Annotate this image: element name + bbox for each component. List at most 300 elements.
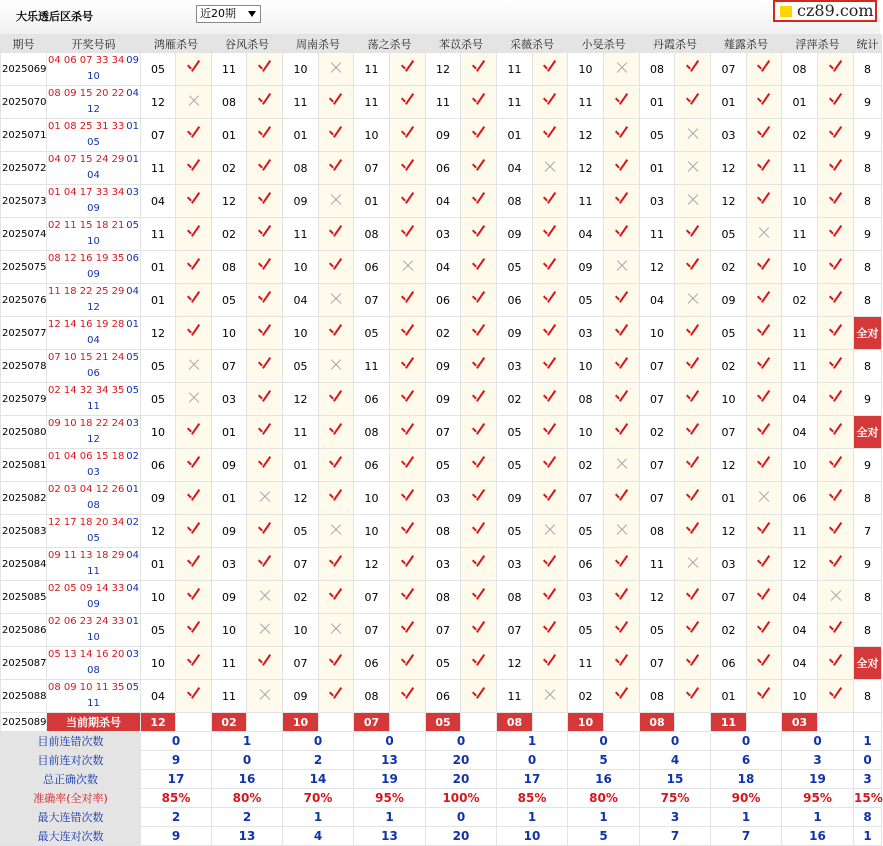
back-number: 08 xyxy=(87,665,100,676)
result-mark xyxy=(247,581,283,614)
header-expert: 小旻杀号 xyxy=(568,35,640,53)
check-icon xyxy=(402,327,414,337)
front-numbers: 04 07 15 24 29 xyxy=(48,154,125,165)
kill-number: 12 xyxy=(141,86,176,119)
chevron-down-icon xyxy=(248,11,256,17)
kill-number: 10 xyxy=(212,614,247,647)
table-row xyxy=(1,449,882,482)
draw-numbers xyxy=(47,515,141,548)
result-mark xyxy=(533,185,568,218)
kill-number: 04 xyxy=(782,581,818,614)
result-mark xyxy=(176,647,212,680)
kill-number: 01 xyxy=(283,449,319,482)
result-mark xyxy=(675,680,711,713)
check-icon xyxy=(402,690,414,700)
period-id: 2025085 xyxy=(1,581,47,614)
kill-number: 09 xyxy=(497,317,533,350)
kill-number: 11 xyxy=(640,218,675,251)
result-mark xyxy=(247,119,283,152)
summary-value: 13 xyxy=(212,827,283,846)
kill-number: 10 xyxy=(283,53,319,86)
cross-icon xyxy=(687,128,699,140)
result-mark xyxy=(247,449,283,482)
check-icon xyxy=(687,657,699,667)
result-mark xyxy=(675,416,711,449)
front-numbers: 02 05 09 14 33 xyxy=(48,583,125,594)
back-number: 05 xyxy=(126,682,139,693)
check-icon xyxy=(616,327,628,337)
result-mark xyxy=(319,185,354,218)
result-mark xyxy=(747,482,782,515)
header-expert: 谷风杀号 xyxy=(212,35,283,53)
kill-number: 10 xyxy=(640,317,675,350)
kill-number: 05 xyxy=(426,647,461,680)
result-mark xyxy=(818,614,854,647)
check-icon xyxy=(473,426,485,436)
row-stat: 8 xyxy=(854,251,882,284)
check-icon xyxy=(188,228,200,238)
draw-numbers xyxy=(47,548,141,581)
check-icon xyxy=(188,591,200,601)
check-icon xyxy=(687,459,699,469)
draw-numbers xyxy=(47,86,141,119)
front-numbers: 08 09 10 11 35 xyxy=(48,682,125,693)
summary-value: 0 xyxy=(782,732,854,751)
result-mark xyxy=(604,218,640,251)
kill-number: 04 xyxy=(568,218,604,251)
kill-number: 11 xyxy=(141,152,176,185)
current-kill-number: 03 xyxy=(782,713,818,732)
kill-number: 03 xyxy=(497,350,533,383)
kill-number: 11 xyxy=(782,317,818,350)
kill-number: 11 xyxy=(782,152,818,185)
draw-numbers xyxy=(47,680,141,713)
period-id: 2025082 xyxy=(1,482,47,515)
draw-numbers xyxy=(47,449,141,482)
kill-number: 06 xyxy=(141,449,176,482)
result-mark xyxy=(675,383,711,416)
period-id: 2025087 xyxy=(1,647,47,680)
check-icon xyxy=(259,393,271,403)
table-row xyxy=(1,152,882,185)
result-mark xyxy=(818,53,854,86)
result-mark xyxy=(461,251,497,284)
result-mark xyxy=(533,548,568,581)
period-id: 2025084 xyxy=(1,548,47,581)
result-mark xyxy=(247,53,283,86)
check-icon xyxy=(758,294,770,304)
kill-number: 06 xyxy=(426,680,461,713)
kill-number: 07 xyxy=(354,152,390,185)
result-mark xyxy=(461,614,497,647)
result-mark xyxy=(461,515,497,548)
result-mark xyxy=(176,119,212,152)
result-mark xyxy=(247,482,283,515)
kill-number: 05 xyxy=(711,317,747,350)
result-mark xyxy=(818,350,854,383)
table-row xyxy=(1,53,882,86)
check-icon xyxy=(616,690,628,700)
kill-number: 02 xyxy=(711,350,747,383)
result-mark xyxy=(247,515,283,548)
check-icon xyxy=(616,426,628,436)
summary-row xyxy=(1,789,882,808)
summary-value: 0 xyxy=(711,732,782,751)
kill-number: 10 xyxy=(283,614,319,647)
back-number: 03 xyxy=(126,649,139,660)
check-icon xyxy=(188,492,200,502)
result-mark xyxy=(533,218,568,251)
check-icon xyxy=(758,162,770,172)
cross-icon xyxy=(330,359,342,371)
kill-number: 03 xyxy=(711,548,747,581)
result-mark xyxy=(461,647,497,680)
result-mark xyxy=(247,185,283,218)
site-logo[interactable] xyxy=(773,0,877,22)
back-number: 01 xyxy=(126,319,139,330)
kill-number: 02 xyxy=(568,680,604,713)
check-icon xyxy=(188,129,200,139)
kill-number: 04 xyxy=(782,614,818,647)
period-select[interactable] xyxy=(196,5,261,23)
period-select-value: 近20期 xyxy=(200,7,236,20)
back-number: 09 xyxy=(87,599,100,610)
result-mark xyxy=(533,482,568,515)
check-icon xyxy=(402,129,414,139)
check-icon xyxy=(473,360,485,370)
summary-value: 95% xyxy=(354,789,426,808)
kill-number: 05 xyxy=(568,515,604,548)
result-mark xyxy=(176,284,212,317)
table-row xyxy=(1,581,882,614)
check-icon xyxy=(616,393,628,403)
back-number: 12 xyxy=(87,434,100,445)
check-icon xyxy=(687,591,699,601)
result-mark xyxy=(533,614,568,647)
cross-icon xyxy=(758,227,770,239)
kill-number: 02 xyxy=(568,449,604,482)
table-row xyxy=(1,350,882,383)
check-icon xyxy=(758,96,770,106)
summary-value: 1 xyxy=(711,808,782,827)
table-row xyxy=(1,284,882,317)
kill-number: 08 xyxy=(497,185,533,218)
kill-number: 08 xyxy=(212,251,247,284)
current-kill-row xyxy=(1,713,882,732)
result-mark xyxy=(533,119,568,152)
header-period: 期号 xyxy=(1,35,47,53)
kill-number: 03 xyxy=(426,482,461,515)
result-mark xyxy=(176,317,212,350)
cross-icon xyxy=(188,392,200,404)
kill-number: 11 xyxy=(283,218,319,251)
back-number: 02 xyxy=(126,517,139,528)
result-mark xyxy=(390,515,426,548)
period-id: 2025074 xyxy=(1,218,47,251)
summary-value: 7 xyxy=(640,827,711,846)
check-icon xyxy=(402,558,414,568)
row-stat: 全对 xyxy=(854,317,882,350)
check-icon xyxy=(188,657,200,667)
kill-number: 02 xyxy=(640,416,675,449)
result-mark xyxy=(604,449,640,482)
kill-number: 01 xyxy=(141,251,176,284)
check-icon xyxy=(473,195,485,205)
result-mark xyxy=(247,647,283,680)
check-icon xyxy=(330,393,342,403)
check-icon xyxy=(758,558,770,568)
check-icon xyxy=(259,63,271,73)
result-mark xyxy=(604,350,640,383)
result-mark xyxy=(176,251,212,284)
back-number: 12 xyxy=(87,302,100,313)
check-icon xyxy=(259,294,271,304)
kill-number: 08 xyxy=(283,152,319,185)
check-icon xyxy=(830,393,842,403)
check-icon xyxy=(758,393,770,403)
logo-square-icon xyxy=(780,6,792,17)
row-stat: 8 xyxy=(854,185,882,218)
check-icon xyxy=(544,459,556,469)
result-mark xyxy=(319,317,354,350)
check-icon xyxy=(188,459,200,469)
check-icon xyxy=(402,624,414,634)
check-icon xyxy=(259,327,271,337)
check-icon xyxy=(687,393,699,403)
draw-numbers xyxy=(47,119,141,152)
result-mark xyxy=(604,317,640,350)
cross-icon xyxy=(616,458,628,470)
result-mark xyxy=(533,581,568,614)
kill-number: 08 xyxy=(640,515,675,548)
back-number: 09 xyxy=(87,269,100,280)
result-mark xyxy=(176,515,212,548)
kill-number: 07 xyxy=(354,284,390,317)
kill-number: 07 xyxy=(426,614,461,647)
header-expert: 丹霞杀号 xyxy=(640,35,711,53)
back-number: 12 xyxy=(87,104,100,115)
table-row xyxy=(1,416,882,449)
kill-number: 12 xyxy=(711,185,747,218)
result-mark xyxy=(461,548,497,581)
kill-number: 04 xyxy=(283,284,319,317)
kill-number: 10 xyxy=(782,185,818,218)
summary-value: 3 xyxy=(854,770,882,789)
current-kill-number: 12 xyxy=(141,713,176,732)
check-icon xyxy=(687,96,699,106)
summary-value: 1 xyxy=(854,827,882,846)
current-kill-number: 10 xyxy=(283,713,319,732)
result-mark xyxy=(818,482,854,515)
draw-numbers xyxy=(47,53,141,86)
back-number: 09 xyxy=(126,55,139,66)
result-mark xyxy=(747,53,782,86)
result-mark xyxy=(319,86,354,119)
kill-number: 01 xyxy=(141,548,176,581)
kill-number: 10 xyxy=(283,317,319,350)
draw-numbers xyxy=(47,218,141,251)
summary-value: 80% xyxy=(212,789,283,808)
kill-number: 08 xyxy=(426,581,461,614)
kill-number: 05 xyxy=(568,284,604,317)
draw-numbers xyxy=(47,614,141,647)
check-icon xyxy=(188,261,200,271)
summary-value: 0 xyxy=(568,732,640,751)
check-icon xyxy=(830,426,842,436)
kill-number: 11 xyxy=(568,86,604,119)
result-mark xyxy=(747,614,782,647)
check-icon xyxy=(259,525,271,535)
check-icon xyxy=(473,393,485,403)
kill-number: 02 xyxy=(782,284,818,317)
kill-number: 11 xyxy=(212,647,247,680)
kill-number: 11 xyxy=(782,350,818,383)
result-mark xyxy=(390,317,426,350)
check-icon xyxy=(544,63,556,73)
kill-number: 01 xyxy=(640,86,675,119)
kill-number: 09 xyxy=(212,515,247,548)
period-id: 2025086 xyxy=(1,614,47,647)
kill-number: 05 xyxy=(497,515,533,548)
kill-number: 05 xyxy=(283,350,319,383)
header-expert: 浮萍杀号 xyxy=(782,35,854,53)
summary-value: 1 xyxy=(497,732,568,751)
check-icon xyxy=(687,327,699,337)
kill-number: 05 xyxy=(568,614,604,647)
result-mark xyxy=(604,614,640,647)
kill-number: 09 xyxy=(426,350,461,383)
result-mark xyxy=(461,449,497,482)
result-mark xyxy=(461,86,497,119)
summary-value: 3 xyxy=(640,808,711,827)
summary-row xyxy=(1,827,882,846)
back-number: 04 xyxy=(126,583,139,594)
kill-number-table xyxy=(0,34,882,846)
check-icon xyxy=(616,492,628,502)
table-row xyxy=(1,548,882,581)
back-number: 04 xyxy=(126,286,139,297)
kill-number: 08 xyxy=(568,383,604,416)
row-stat: 8 xyxy=(854,53,882,86)
row-stat: 8 xyxy=(854,581,882,614)
row-stat: 9 xyxy=(854,548,882,581)
result-mark xyxy=(675,284,711,317)
result-mark xyxy=(533,350,568,383)
kill-number: 05 xyxy=(141,53,176,86)
check-icon xyxy=(188,624,200,634)
kill-number: 09 xyxy=(212,449,247,482)
result-mark xyxy=(818,119,854,152)
result-mark xyxy=(390,185,426,218)
summary-value: 85% xyxy=(497,789,568,808)
check-icon xyxy=(830,63,842,73)
kill-number: 11 xyxy=(212,680,247,713)
result-mark xyxy=(675,614,711,647)
kill-number: 07 xyxy=(141,119,176,152)
result-mark xyxy=(461,152,497,185)
cross-icon xyxy=(330,194,342,206)
kill-number: 12 xyxy=(568,119,604,152)
check-icon xyxy=(402,657,414,667)
result-mark xyxy=(747,185,782,218)
result-mark xyxy=(675,152,711,185)
result-mark xyxy=(176,53,212,86)
table-row xyxy=(1,383,882,416)
check-icon xyxy=(544,294,556,304)
check-icon xyxy=(473,624,485,634)
kill-number: 10 xyxy=(212,317,247,350)
check-icon xyxy=(758,327,770,337)
summary-value: 20 xyxy=(426,827,497,846)
check-icon xyxy=(330,690,342,700)
cross-icon xyxy=(616,62,628,74)
result-mark xyxy=(604,548,640,581)
summary-value: 5 xyxy=(568,827,640,846)
check-icon xyxy=(402,360,414,370)
result-mark xyxy=(176,383,212,416)
result-mark xyxy=(461,581,497,614)
current-kill-number: 11 xyxy=(711,713,747,732)
check-icon xyxy=(616,591,628,601)
table-row xyxy=(1,647,882,680)
result-mark xyxy=(176,218,212,251)
check-icon xyxy=(402,228,414,238)
kill-number: 02 xyxy=(711,614,747,647)
front-numbers: 04 06 07 33 34 xyxy=(48,55,125,66)
kill-number: 08 xyxy=(354,218,390,251)
result-mark xyxy=(604,416,640,449)
kill-number: 12 xyxy=(711,449,747,482)
check-icon xyxy=(473,294,485,304)
check-icon xyxy=(402,195,414,205)
result-mark xyxy=(319,515,354,548)
check-icon xyxy=(473,162,485,172)
check-icon xyxy=(830,525,842,535)
summary-value: 10 xyxy=(497,827,568,846)
check-icon xyxy=(830,228,842,238)
cross-icon xyxy=(687,161,699,173)
result-mark xyxy=(247,152,283,185)
kill-number: 11 xyxy=(354,53,390,86)
result-mark xyxy=(176,449,212,482)
summary-row xyxy=(1,808,882,827)
check-icon xyxy=(830,294,842,304)
result-mark xyxy=(247,251,283,284)
check-icon xyxy=(830,492,842,502)
check-icon xyxy=(544,228,556,238)
summary-label: 目前连错次数 xyxy=(1,732,141,751)
check-icon xyxy=(830,96,842,106)
result-mark xyxy=(319,680,354,713)
check-icon xyxy=(330,228,342,238)
result-mark xyxy=(675,548,711,581)
kill-number: 10 xyxy=(141,581,176,614)
summary-value: 1 xyxy=(568,808,640,827)
result-mark xyxy=(818,515,854,548)
kill-number: 08 xyxy=(354,416,390,449)
result-mark xyxy=(604,647,640,680)
front-numbers: 01 08 25 31 33 xyxy=(48,121,125,132)
kill-number: 10 xyxy=(568,350,604,383)
check-icon xyxy=(758,591,770,601)
period-id: 2025081 xyxy=(1,449,47,482)
check-icon xyxy=(402,426,414,436)
cross-icon xyxy=(544,524,556,536)
kill-number: 04 xyxy=(426,185,461,218)
cross-icon xyxy=(544,161,556,173)
result-mark xyxy=(747,680,782,713)
result-mark xyxy=(319,482,354,515)
